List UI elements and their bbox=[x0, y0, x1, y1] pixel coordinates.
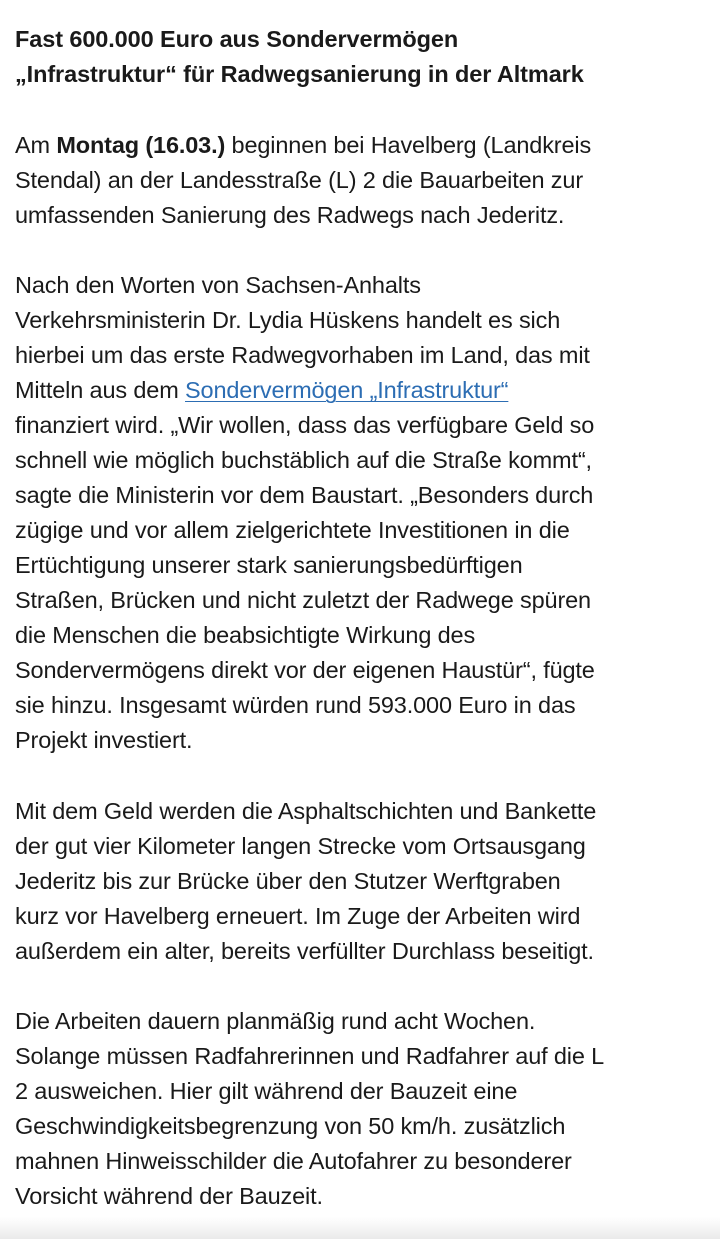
article-headline bbox=[15, 22, 715, 92]
paragraph-line: Verkehrsministerin Dr. Lydia Hüskens handelt es sich bbox=[15, 307, 561, 333]
paragraph-line: Mit dem Geld werden die Asphaltschichten und Bankette bbox=[15, 798, 597, 824]
paragraph-line: zügige und vor allem zielgerichtete Investitionen in die bbox=[15, 517, 570, 543]
paragraph-line: kurz vor Havelberg erneuert. Im Zuge der Arbeiten wird bbox=[15, 903, 581, 929]
paragraph-line: Die Arbeiten dauern planmäßig rund acht Wochen. bbox=[15, 1008, 536, 1034]
paragraph-line: Projekt investiert. bbox=[15, 727, 193, 753]
paragraph-intro bbox=[15, 128, 591, 233]
paragraph-line bbox=[15, 128, 591, 163]
paragraph-minister-quote bbox=[15, 268, 595, 758]
text-run: Am bbox=[15, 132, 57, 158]
headline-line-1: Fast 600.000 Euro aus Sondervermögen bbox=[15, 26, 459, 52]
paragraph-line: 2 ausweichen. Hier gilt während der Bauzeit eine bbox=[15, 1078, 518, 1104]
paragraph-line: Nach den Worten von Sachsen-Anhalts bbox=[15, 272, 421, 298]
paragraph-line: außerdem ein alter, bereits verfüllter Durchlass beseitigt. bbox=[15, 938, 594, 964]
paragraph-line: finanziert wird. „Wir wollen, dass das verfügbare Geld so bbox=[15, 412, 595, 438]
paragraph-line: die Menschen die beabsichtigte Wirkung des bbox=[15, 622, 476, 648]
paragraph-line: Solange müssen Radfahrerinnen und Radfahrer auf die L bbox=[15, 1043, 605, 1069]
date-highlight: Montag (16.03.) bbox=[56, 132, 226, 158]
paragraph-construction-details bbox=[15, 794, 596, 969]
article bbox=[15, 22, 715, 1209]
paragraph-line: Sondervermögens direkt vor der eigenen Haustür“, fügte bbox=[15, 657, 595, 683]
paragraph-line: Straßen, Brücken und nicht zuletzt der Radwege spüren bbox=[15, 587, 591, 613]
paragraph-line: umfassenden Sanierung des Radwegs nach Jederitz. bbox=[15, 202, 565, 228]
sondervermoegen-link[interactable]: Sondervermögen „Infrastruktur“ bbox=[185, 377, 509, 403]
paragraph-line: hierbei um das erste Radwegvorhaben im Land, das mit bbox=[15, 342, 590, 368]
paragraph-duration-detour bbox=[15, 1004, 604, 1214]
text-run: beginnen bei Havelberg (Landkreis bbox=[225, 132, 592, 158]
paragraph-line: sie hinzu. Insgesamt würden rund 593.000 Euro in das bbox=[15, 692, 576, 718]
bottom-edge-fade bbox=[0, 1217, 720, 1239]
paragraph-line: schnell wie möglich buchstäblich auf die Straße kommt“, bbox=[15, 447, 592, 473]
paragraph-line: der gut vier Kilometer langen Strecke vom Ortsausgang bbox=[15, 833, 586, 859]
paragraph-line: Geschwindigkeitsbegrenzung von 50 km/h. zusätzlich bbox=[15, 1113, 566, 1139]
paragraph-line: sagte die Ministerin vor dem Baustart. „Besonders durch bbox=[15, 482, 594, 508]
text-run: Mitteln aus dem bbox=[15, 377, 186, 403]
paragraph-line: Stendal) an der Landesstraße (L) 2 die Bauarbeiten zur bbox=[15, 167, 583, 193]
paragraph-line bbox=[15, 373, 595, 408]
headline-line-2: „Infrastruktur“ für Radwegsanierung in der Altmark bbox=[15, 61, 584, 87]
paragraph-line: Jederitz bis zur Brücke über den Stutzer Werftgraben bbox=[15, 868, 561, 894]
paragraph-line: Vorsicht während der Bauzeit. bbox=[15, 1183, 323, 1209]
paragraph-line: mahnen Hinweisschilder die Autofahrer zu besonderer bbox=[15, 1148, 572, 1174]
paragraph-line: Ertüchtigung unserer stark sanierungsbedürftigen bbox=[15, 552, 523, 578]
